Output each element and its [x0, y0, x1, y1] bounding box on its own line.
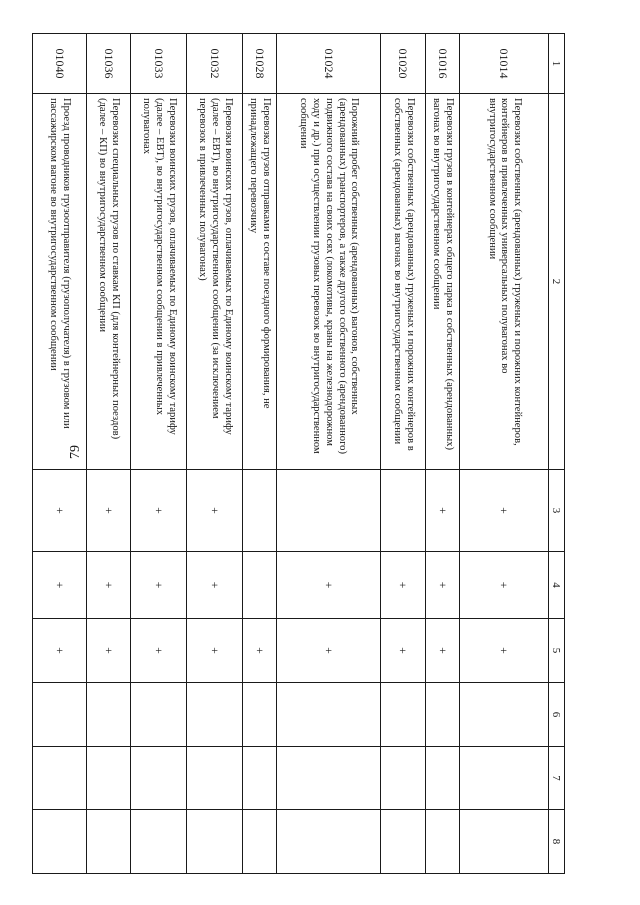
- row-description: Перевозки воинских грузов, оплачиваемых по Единому воинскому тарифу (далее – ЕВТ), во внутригосударственном сообщении (за исключением перевозок в привлеченных полувагонах): [187, 94, 243, 470]
- row-mark: +: [33, 470, 87, 552]
- row-mark: [426, 683, 460, 747]
- column-header: 5: [549, 619, 565, 683]
- column-header: 2: [549, 94, 565, 470]
- table-row: [87, 34, 131, 874]
- row-mark: [426, 747, 460, 810]
- row-mark: [381, 683, 426, 747]
- row-mark: [460, 810, 549, 874]
- row-description: Перевозки собственных (арендованных) груженых и порожних контейнеров, контейнеров в привлеченных универсальных полувагонах во внутригосударственном сообщении: [460, 94, 549, 470]
- row-mark: +: [243, 619, 277, 683]
- row-mark: [277, 683, 381, 747]
- column-header: 4: [549, 552, 565, 619]
- row-description: Порожний пробег собственных (арендованных) вагонов, собственных (арендованных) транспортеров, а также другого собственного (арендованного) подвижного состава на своих осях (локомотивы, краны на железнодорожном ходу и др.) при осуществлении грузовых перевозок во внутригосударственном сообщении: [277, 94, 381, 470]
- row-mark: [87, 683, 131, 747]
- table-row: [381, 34, 426, 874]
- row-mark: [460, 683, 549, 747]
- row-mark: +: [426, 552, 460, 619]
- row-mark: +: [460, 552, 549, 619]
- row-code: 01016: [426, 34, 460, 94]
- row-mark: +: [87, 619, 131, 683]
- column-header: 3: [549, 470, 565, 552]
- row-mark: +: [33, 619, 87, 683]
- row-mark: [426, 810, 460, 874]
- row-description: Перевозки специальных грузов по ставкам КП (для контейнерных поездов) (далее – КП) во внутригосударственном сообщении: [87, 94, 131, 470]
- row-mark: +: [277, 552, 381, 619]
- column-header: 1: [549, 34, 565, 94]
- row-mark: [277, 470, 381, 552]
- row-mark: +: [131, 470, 187, 552]
- row-mark: +: [87, 470, 131, 552]
- row-mark: [243, 552, 277, 619]
- row-mark: [33, 683, 87, 747]
- row-mark: +: [131, 619, 187, 683]
- column-header: 8: [549, 810, 565, 874]
- row-description: Перевозка грузов отправками в составе поездного формирования, не принадлежащего перевозчику: [243, 94, 277, 470]
- row-mark: +: [426, 619, 460, 683]
- row-mark: +: [87, 552, 131, 619]
- row-mark: +: [381, 552, 426, 619]
- tariff-table: [32, 33, 565, 874]
- row-mark: [87, 810, 131, 874]
- row-description: Перевозки грузов в контейнерах общего парка в собственных (арендованных) вагонах во внутригосударственном сообщении: [426, 94, 460, 470]
- row-code: 01014: [460, 34, 549, 94]
- row-mark: +: [33, 552, 87, 619]
- row-mark: [460, 747, 549, 810]
- table-row: [131, 34, 187, 874]
- row-mark: +: [426, 470, 460, 552]
- row-mark: [243, 683, 277, 747]
- row-mark: [243, 747, 277, 810]
- table-row: [33, 34, 87, 874]
- row-mark: [187, 747, 243, 810]
- row-mark: [187, 683, 243, 747]
- table-row: [426, 34, 460, 874]
- row-mark: [277, 810, 381, 874]
- row-code: 01028: [243, 34, 277, 94]
- row-mark: [131, 810, 187, 874]
- row-code: 01020: [381, 34, 426, 94]
- row-mark: +: [131, 552, 187, 619]
- row-mark: [381, 810, 426, 874]
- row-mark: [131, 683, 187, 747]
- row-mark: [243, 810, 277, 874]
- row-mark: [33, 810, 87, 874]
- row-mark: [87, 747, 131, 810]
- row-code: 01033: [131, 34, 187, 94]
- row-mark: +: [277, 619, 381, 683]
- row-code: 01040: [33, 34, 87, 94]
- row-code: 01036: [87, 34, 131, 94]
- row-description: Проезд проводников грузоотправителя (грузополучателя) в грузовом или пассажирском вагоне во внутригосударственном сообщении: [33, 94, 87, 470]
- column-header: 6: [549, 683, 565, 747]
- table-header-row: [549, 34, 565, 874]
- row-mark: [381, 747, 426, 810]
- table-row: [460, 34, 549, 874]
- row-mark: +: [187, 619, 243, 683]
- table-row: [277, 34, 381, 874]
- row-description: Перевозки воинских грузов, оплачиваемых по Единому воинскому тарифу (далее – ЕВТ), во внутригосударственном сообщении в привлеченных полувагонах: [131, 94, 187, 470]
- row-mark: [381, 470, 426, 552]
- row-mark: [277, 747, 381, 810]
- row-mark: +: [187, 470, 243, 552]
- row-mark: [187, 810, 243, 874]
- table-row: [243, 34, 277, 874]
- row-code: 01024: [277, 34, 381, 94]
- row-mark: +: [460, 619, 549, 683]
- row-mark: +: [381, 619, 426, 683]
- row-mark: +: [187, 552, 243, 619]
- column-header: 7: [549, 747, 565, 810]
- row-mark: [33, 747, 87, 810]
- row-description: Перевозки собственных (арендованных) груженых и порожних контейнеров в собственных (арендованных) вагонах во внутригосударственном сообщении: [381, 94, 426, 470]
- row-code: 01032: [187, 34, 243, 94]
- row-mark: [131, 747, 187, 810]
- row-mark: +: [460, 470, 549, 552]
- table-row: [187, 34, 243, 874]
- page-number: 79: [68, 445, 83, 459]
- row-mark: [243, 470, 277, 552]
